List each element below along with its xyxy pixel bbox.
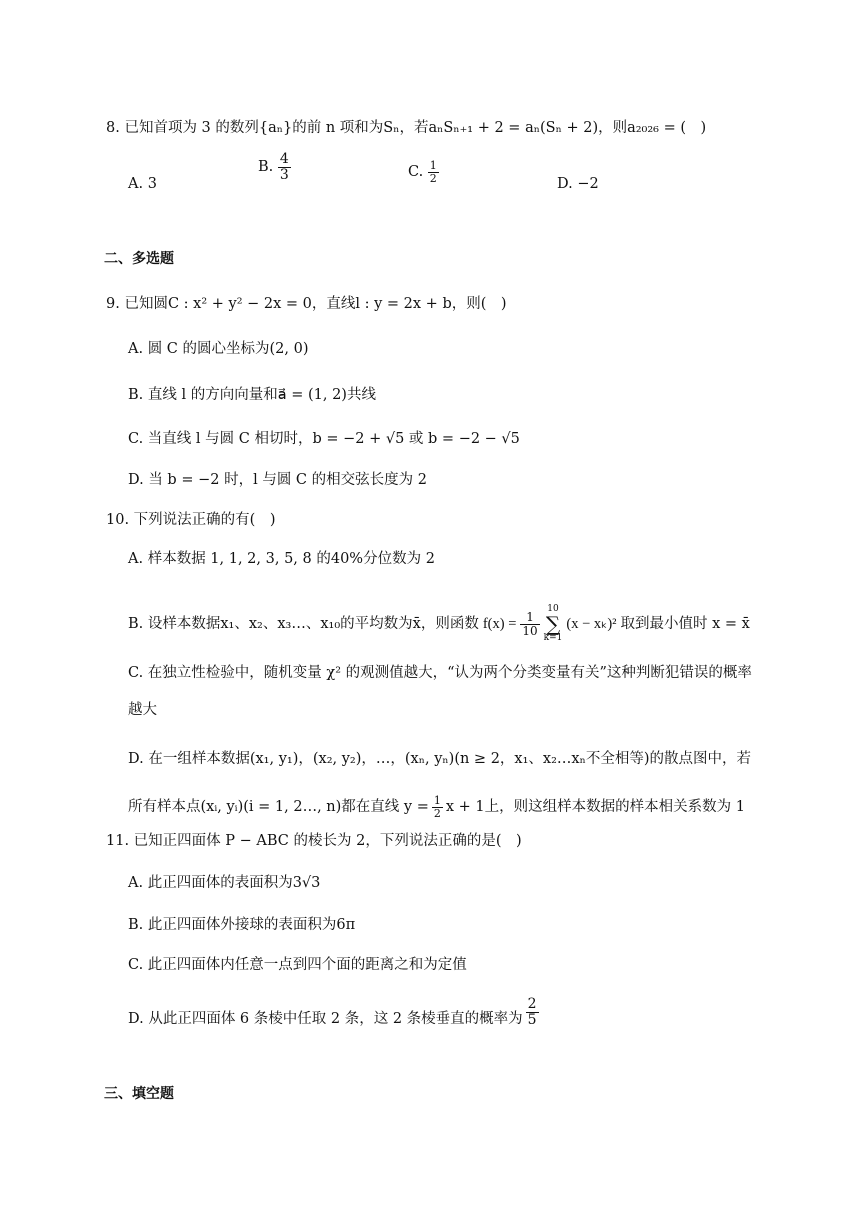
fraction-denominator: 2 — [429, 171, 437, 185]
q8-option-c-fraction — [428, 160, 439, 184]
q11-option-d — [128, 992, 539, 1032]
summation-symbol — [544, 605, 563, 643]
q8-option-b — [258, 152, 291, 182]
fraction-numerator: 2 — [527, 995, 537, 1012]
q8-stem: 8. 已知首项为 3 的数列{aₙ}的前 n 项和为Sₙ，若aₙSₙ₊₁ + 2 = aₙ(Sₙ + 2)，则a₂₀₂₆ = ( ) — [106, 120, 707, 136]
q10-stem: 10. 下列说法正确的有( ) — [106, 512, 276, 528]
fraction-denominator: 3 — [279, 166, 289, 183]
q8-option-a: A. 3 — [128, 176, 157, 192]
q10-option-b-fraction — [520, 611, 539, 637]
q10-option-b-function: f(x) = — [482, 615, 517, 632]
q8-option-c — [408, 160, 439, 184]
q10-option-d-line1: D. 在一组样本数据(x₁, y₁)，(x₂, y₂)，…，(xₙ, yₙ)(n ≥ 2，x₁、x₂…xₙ不全相等)的散点图中，若 — [128, 751, 752, 767]
q11-option-d-text: D. 从此正四面体 6 条棱中任取 2 条，这 2 条棱垂直的概率为 — [128, 1010, 523, 1027]
fraction-numerator: 1 — [433, 793, 441, 807]
sum-upper-limit: 10 — [547, 604, 559, 614]
q9-option-d: D. 当 b = −2 时，l 与圆 C 的相交弦长度为 2 — [128, 472, 427, 488]
q10-option-d-line2 — [128, 790, 745, 824]
q11-option-b: B. 此正四面体外接球的表面积为6π — [128, 917, 356, 933]
q10-option-b-conclusion: 取到最小值时 x = x̄ — [620, 615, 750, 632]
q11-option-d-fraction — [526, 997, 539, 1027]
fraction-denominator: 5 — [527, 1011, 537, 1028]
q10-option-d-text: 所有样本点(xᵢ, yᵢ)(i = 1, 2…, n)都在直线 y = — [128, 798, 429, 815]
q9-option-b: B. 直线 l 的方向向量和a⃗ = (1, 2)共线 — [128, 387, 376, 403]
fraction-numerator: 4 — [279, 151, 289, 167]
q10-option-a: A. 样本数据 1, 1, 2, 3, 5, 8 的40%分位数为 2 — [128, 551, 435, 567]
q9-stem: 9. 已知圆C : x² + y² − 2x = 0，直线l : y = 2x + b，则( ) — [106, 296, 507, 312]
q11-option-a: A. 此正四面体的表面积为3√3 — [128, 875, 321, 891]
q11-stem: 11. 已知正四面体 P − ABC 的棱长为 2，下列说法正确的是( ) — [106, 833, 522, 849]
q10-option-b-text: B. 设样本数据x₁、x₂、x₃…、x₁₀的平均数为x̄，则函数 — [128, 615, 479, 632]
fraction-denominator: 2 — [433, 806, 441, 820]
q9-option-c: C. 当直线 l 与圆 C 相切时，b = −2 + √5 或 b = −2 − √5 — [128, 431, 520, 447]
section-heading-multiple-choice: 二、多选题 — [104, 251, 174, 267]
fraction-numerator: 1 — [429, 159, 437, 172]
q11-option-c: C. 此正四面体内任意一点到四个面的距离之和为定值 — [128, 957, 467, 973]
q9-option-a: A. 圆 C 的圆心坐标为(2, 0) — [128, 341, 309, 357]
q10-option-d-conclusion: x + 1上，则这组样本数据的样本相关系数为 1 — [445, 798, 745, 815]
sigma-icon: ∑ — [545, 612, 561, 636]
fraction-denominator: 10 — [522, 623, 538, 638]
q10-option-c-line2: 越大 — [128, 702, 157, 718]
q8-option-c-label: C. — [408, 164, 424, 181]
q10-option-b — [128, 604, 750, 644]
fraction-numerator: 1 — [520, 611, 539, 625]
q10-option-b-sum-body: (x − xₖ)² — [566, 615, 617, 632]
section-heading-fill-in: 三、填空题 — [104, 1086, 174, 1102]
sum-lower-limit: k=1 — [543, 633, 563, 643]
q8-option-b-label: B. — [258, 159, 274, 176]
q10-option-c-line1: C. 在独立性检验中，随机变量 χ² 的观测值越大，“认为两个分类变量有关”这种判断犯错误的概率 — [128, 665, 752, 681]
q8-option-b-fraction — [278, 152, 291, 182]
q10-option-d-fraction — [432, 795, 443, 819]
q8-option-d: D. −2 — [557, 176, 599, 192]
